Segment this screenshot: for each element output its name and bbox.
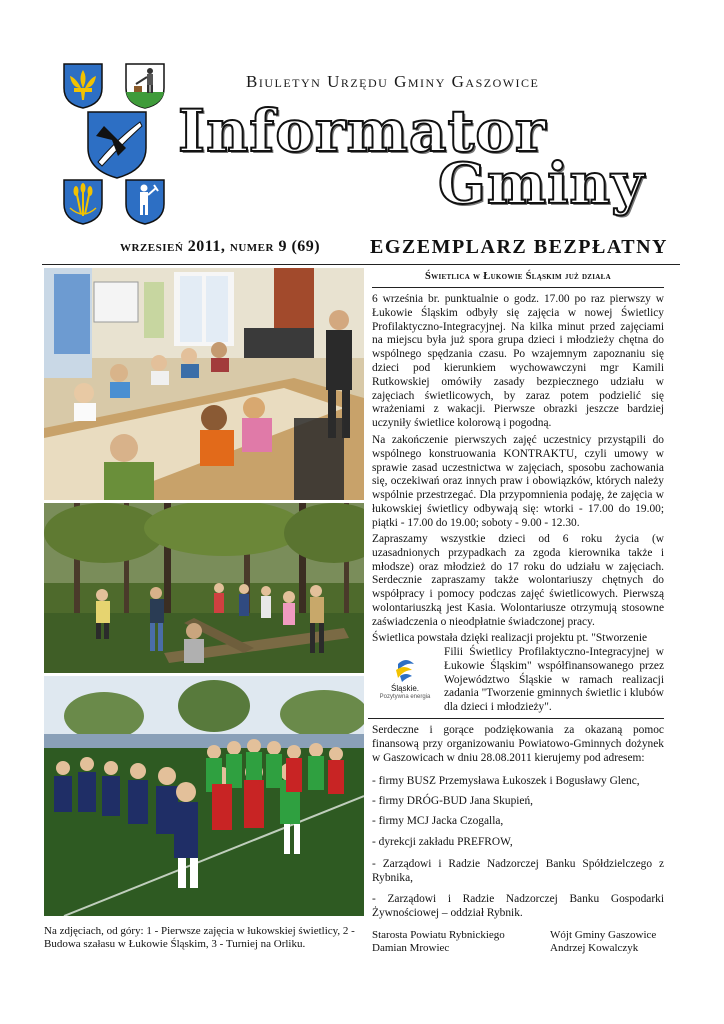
slaskie-logo-name: Śląskie. [390, 684, 419, 693]
article-headline: Świetlica w Łukowie Śląskim już działa [425, 271, 611, 282]
crest-plough-main [86, 110, 148, 180]
crest-wheat [62, 178, 104, 226]
thanks-intro: Serdeczne i gorące podziękowania za okazaną pomoc finansową przy organizowaniu Powiatowo-Gminnych dożynek w Gaszowicach w dniu 28.08.2011 kierujemy pod adresem: [372, 724, 664, 764]
signature-wojt-name: Andrzej Kowalczyk [550, 942, 639, 954]
thanks-item-busz: - firmy BUSZ Przemysława Łukoszek i Bogusławy Glenc, [372, 775, 640, 787]
thanks-item-drog-bud: - firmy DRÓG-BUD Jana Skupień, [372, 795, 534, 807]
thanks-item-bgz: - Zarządowi i Radzie Nadzorczej Banku Gospodarki Żywnościowej – oddział Rybnik. [372, 893, 664, 919]
article-paragraph-2: Na zakończenie pierwszych zajęć uczestnicy przystąpili do wspólnego konstruowania KONTRAKTU, czyli umowy w sprawie zasad uczestnictwa w zajęciach, sposobu zachowania się, oczekiwań oraz innych praw i obowiązków, których należy wspólnie przestrzegać. Dla przypomnienia podaję, że zajęcia w łukowskiej świetlicy odbywają się: wtorki - 17.00 do 19.00; piątki - 17.00 do 19.00; soboty - 9.00 - 12.30. [372, 434, 664, 529]
photo-forest [44, 503, 364, 673]
article-paragraph-4-first-line: Świetlica powstała dzięki realizacji projektu pt. "Stworzenie [372, 632, 648, 644]
bulletin-subtitle: Biuletyn Urzędu Gminy Gaszowice [246, 72, 540, 91]
signature-starosta-name: Damian Mrowiec [372, 942, 450, 954]
slaskie-logo [376, 658, 434, 702]
signature-wojt-title: Wójt Gminy Gaszowice [550, 929, 657, 941]
thanks-item-prefrow: - dyrekcji zakładu PREFROW, [372, 836, 513, 848]
photo-caption: Na zdjęciach, od góry: 1 - Pierwsze zajęcia w łukowskiej świetlicy, 2 - Budowa szałasu w Łukowie Śląskim, 3 - Turniej na Orliku. [44, 925, 355, 950]
photo-classroom [44, 268, 364, 500]
article-paragraph-3: Zapraszamy wszystkie dzieci od 6 roku życia (w uzasadnionych przypadkach za zgoda kierownika także i młodsze) oraz młodzież do 17 roku do udziału w zajęciach. Serdecznie zapraszamy także wolontariuszy chętnych do współpracy i pomocy podczas zajęć świetlicowych. Pierwszą wolontariuszką jest Kasia. Wolontariusze otrzymują stosowne zaświadczenia o nieodpłatnie świadczonej pracy. [372, 533, 664, 628]
free-copy-label: EGZEMPLARZ BEZPŁATNY [370, 236, 668, 258]
thanks-item-mcj: - firmy MCJ Jacka Czogalla, [372, 815, 504, 827]
masthead-informator: Informator [178, 97, 547, 165]
header-rule [42, 264, 680, 265]
thanks-item-bank-spoldzielczy: - Zarządowi i Radzie Nadzorczej Banku Spółdzielczego z Rybnika, [372, 858, 664, 884]
article-paragraph-1: 6 września br. punktualnie o godz. 17.00 po raz pierwszy w Łukowie Śląskim odbyły się zajęcia w nowej Świetlicy Profilaktyczno-Integracyjnej. Na kilka minut przed zajęciami na miejscu była już spora grupa dzieci i młodzieży chętna do wspólnego spędzania czasu. Po wzajemnym zapoznaniu się dzieci pod kierunkiem wychowawczyni mgr Kamili Rutkowskiej omówiły zasady bezpiecznego udziału w zajęciach świetlicowych, by zaraz potem podzielić się wrażeniami z wakacji. Pierwsze obrazki jeszcze bardziej uczyniły świetlice kolorową i pogodną. [372, 293, 664, 430]
thanks-rule [368, 718, 664, 719]
crest-figure-axe [124, 62, 166, 110]
issue-dateline: wrzesień 2011, numer 9 (69) [120, 238, 321, 255]
headline-rule [372, 287, 664, 288]
masthead-gminy: Gminy [438, 151, 645, 217]
crest-lily [62, 62, 104, 110]
signature-starosta-title: Starosta Powiatu Rybnickiego [372, 929, 505, 941]
photo-football [44, 676, 364, 916]
slaskie-logo-tagline: Pozytywna energia [379, 694, 431, 700]
article-paragraph-4: Filii Świetlicy Profilaktyczno-Integracyjnej w Łukowie Śląskim" współfinansowanego przez Województwo Śląskie w ramach realizacji zadania "Tworzenie gminnych świetlic i klubów dla dzieci i młodzieży". [444, 646, 664, 714]
crest-worker [124, 178, 166, 226]
